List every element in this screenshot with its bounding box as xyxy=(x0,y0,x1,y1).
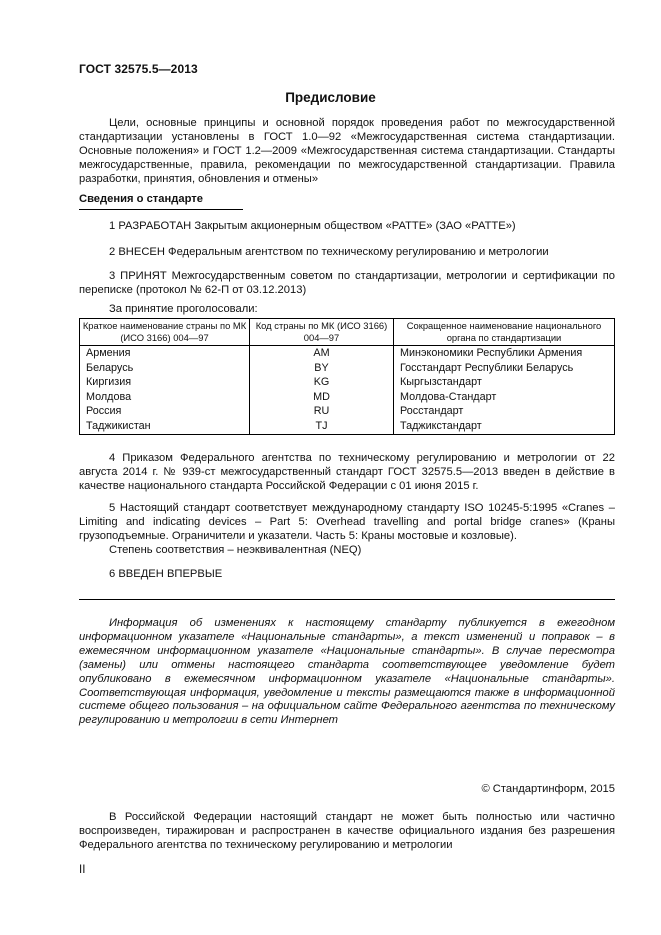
country-name: Беларусь xyxy=(80,361,250,376)
country-name: Россия xyxy=(80,404,250,419)
country-name: Молдова xyxy=(80,390,250,405)
table-row xyxy=(80,361,615,376)
standards-body: Росстандарт xyxy=(394,404,615,419)
intro-paragraph: Цели, основные принципы и основной порядок проведения работ по межгосударственной стандартизации установлены в ГОСТ 1.0—92 «Межгосударственная система стандартизации. Основные положения» и ГОСТ 1.2—2009 «Межгосударственная система стандартизации. Стандарты межгосударственные, правила, рекомендации по межгосударственной стандартизации. Правила разработки, принятия, обновления и отмены» xyxy=(79,117,615,185)
country-code: TJ xyxy=(250,419,394,434)
table-row xyxy=(80,390,615,405)
table-row xyxy=(80,375,615,390)
table-row xyxy=(80,404,615,419)
country-name: Киргизия xyxy=(80,375,250,390)
item-6: 6 ВВЕДЕН ВПЕРВЫЕ xyxy=(109,568,223,580)
table-row xyxy=(80,346,615,361)
standards-body: Госстандарт Республики Беларусь xyxy=(394,361,615,376)
heading-underline xyxy=(79,209,243,210)
country-code: AM xyxy=(250,346,394,361)
item-4: 4 Приказом Федерального агентства по техническому регулированию и метрологии от 22 августа 2014 г. № 939-ст межгосударственный стандарт ГОСТ 32575.5—2013 введен в действие в качестве национального стандарта Российской Федерации с 01 июня 2015 г. xyxy=(79,452,615,492)
countries-table xyxy=(79,318,615,435)
column-header: Сокращенное наименование национального органа по стандартизации xyxy=(394,319,615,346)
page-number: II xyxy=(79,864,86,876)
country-code: RU xyxy=(250,404,394,419)
standards-body: Кыргызстандарт xyxy=(394,375,615,390)
item-5-degree: Степень соответствия – неэквивалентная (NEQ) xyxy=(109,544,362,556)
item-3: 3 ПРИНЯТ Межгосударственным советом по стандартизации, метрологии и сертификации по переписке (протокол № 62-П от 03.12.2013) xyxy=(79,270,615,296)
table-header-row xyxy=(80,319,615,346)
country-name: Таджикистан xyxy=(80,419,250,434)
standards-body: Таджикстандарт xyxy=(394,419,615,434)
item-5: 5 Настоящий стандарт соответствует международному стандарту ISO 10245-5:1995 «Cranes – Limiting and indicating devices – Part 5: Overhead travelling and portal bridge cranes» (Краны грузоподъемные. Ограничители и указатели. Часть 5: Краны мостовые и козловые). xyxy=(79,502,615,542)
country-code: BY xyxy=(250,361,394,376)
standards-body: Минэкономики Республики Армения xyxy=(394,346,615,361)
page-title: Предисловие xyxy=(285,90,376,105)
voted-label: За принятие проголосовали: xyxy=(109,303,258,315)
document-header: ГОСТ 32575.5—2013 xyxy=(79,62,198,76)
item-2: 2 ВНЕСЕН Федеральным агентством по техническому регулированию и метрологии xyxy=(109,246,549,258)
item-1: 1 РАЗРАБОТАН Закрытым акционерным обществом «РАТТЕ» (ЗАО «РАТТЕ») xyxy=(109,220,516,232)
copyright: © Стандартинформ, 2015 xyxy=(481,783,615,795)
standards-body: Молдова-Стандарт xyxy=(394,390,615,405)
country-code: MD xyxy=(250,390,394,405)
column-header: Код страны по МК (ИСО 3166) 004—97 xyxy=(250,319,394,346)
country-code: KG xyxy=(250,375,394,390)
section-divider xyxy=(79,599,615,600)
info-heading: Сведения о стандарте xyxy=(79,193,203,205)
country-name: Армения xyxy=(80,346,250,361)
table-row xyxy=(80,419,615,434)
notice-paragraph: Информация об изменениях к настоящему стандарту публикуется в ежегодном информационном указателе «Национальные стандарты», а текст изменений и поправок – в ежемесячном информационном указателе «Национальные стандарты». В случае пересмотра (замены) или отмены настоящего стандарта соответствующее уведомление будет опубликовано в ежемесячном информационном указателе «Национальные стандарты». Соответствующая информация, уведомление и тексты размещаются также в информационной системе общего пользования – на официальном сайте Федерального агентства по техническому регулированию и метрологии в сети Интернет xyxy=(79,617,615,727)
legal-notice: В Российской Федерации настоящий стандарт не может быть полностью или частично воспроизведен, тиражирован и распространен в качестве официального издания без разрешения Федерального агентства по техническому регулированию и метрологии xyxy=(79,811,615,851)
column-header: Краткое наименование страны по МК (ИСО 3166) 004—97 xyxy=(80,319,250,346)
